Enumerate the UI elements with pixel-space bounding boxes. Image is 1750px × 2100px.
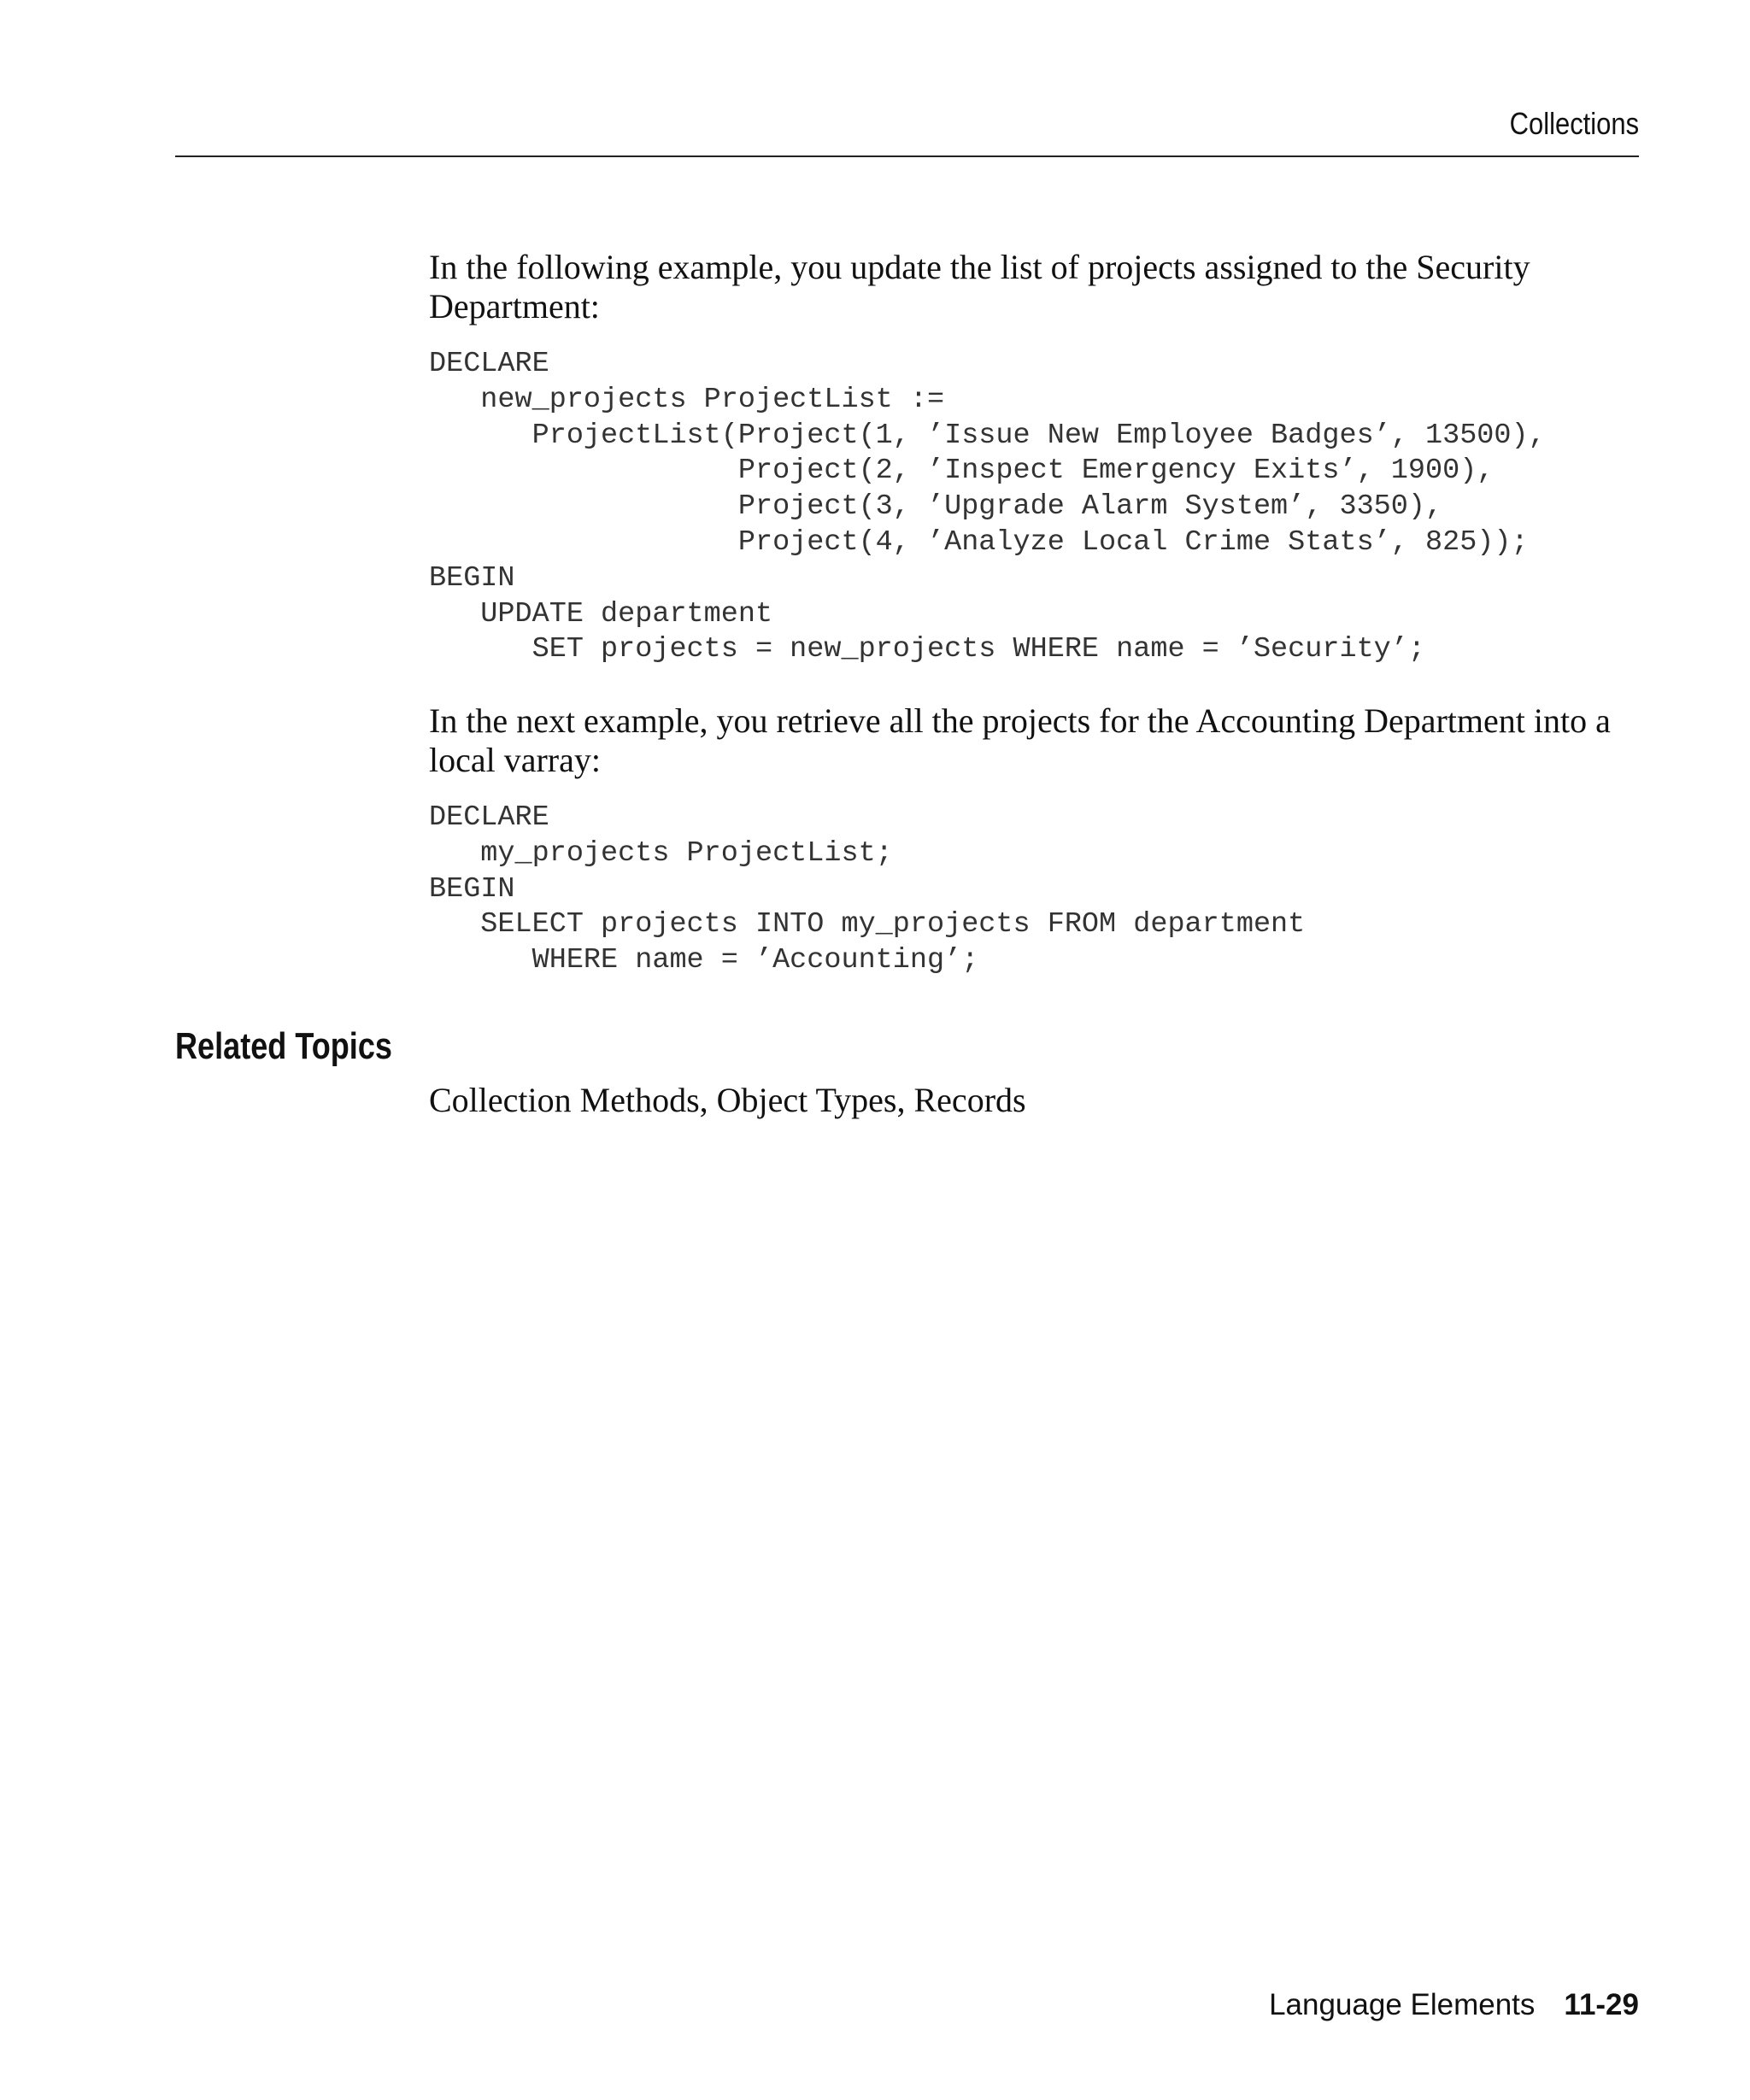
related-topics-links: Collection Methods, Object Types, Records [429,1081,1026,1119]
footer-section-name: Language Elements [1269,1988,1536,2021]
page-number: 11-29 [1564,1988,1639,2021]
code-block-select: DECLARE my_projects ProjectList; BEGIN SELECT projects INTO my_projects FROM department WHERE name = ’Accounting’; [429,801,1306,977]
intro-paragraph-retrieve: In the next example, you retrieve all the projects for the Accounting Department into a local varray: [429,701,1611,779]
code-block-update: DECLARE new_projects ProjectList := ProjectList(Project(1, ’Issue New Employee Badges’, 13500), Project(2, ’Inspect Emergency Exits’, 1900), Project(3, ’Upgrade Alarm System’, 3350), Project(4, ’Analyze Local Crime Stats’, 825)); BEGIN UPDATE department SET projects = new_projects WHERE name = ’Security’; [429,348,1546,666]
page-footer [1269,1988,1639,2022]
header-divider [175,155,1639,157]
intro-paragraph-update: In the following example, you update the list of projects assigned to the Security Department: [429,248,1530,326]
related-topics-heading: Related Topics [175,1025,392,1067]
running-header-title: Collections [1509,106,1639,141]
